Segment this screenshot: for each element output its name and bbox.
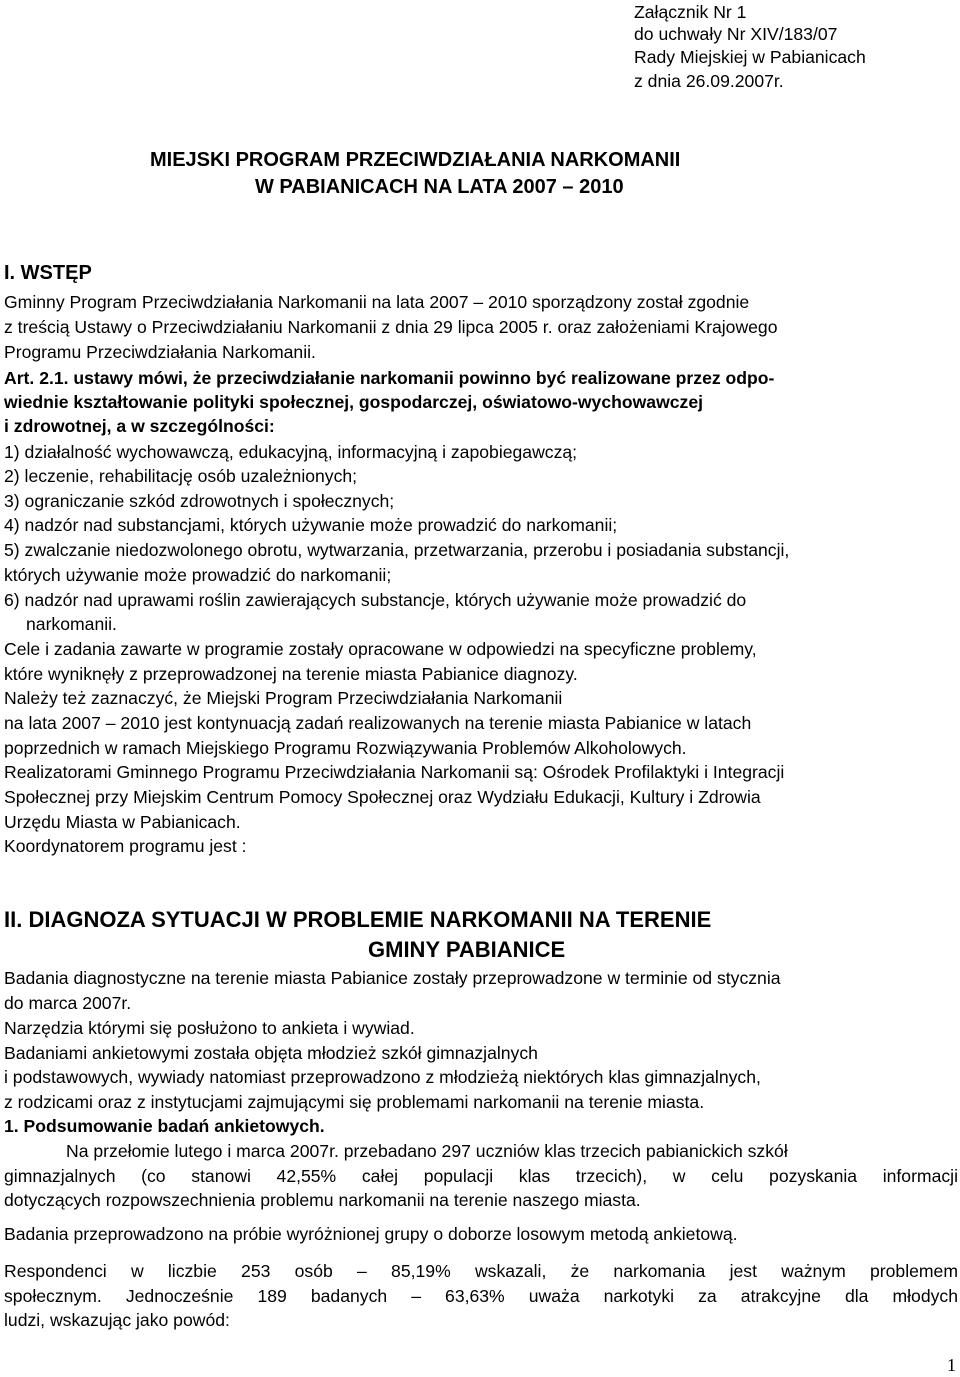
survey-line: dotyczących rozpowszechnienia problemu narkomanii na terenie naszego miasta. (4, 1190, 641, 1210)
list-item: których używanie może prowadzić do narkomanii; (4, 565, 392, 585)
paragraph-line: z rodzicami oraz z instytucjami zajmującymi się problemami narkomanii na terenie miasta. (4, 1092, 705, 1112)
document-title: MIEJSKI PROGRAM PRZECIWDZIAŁANIA NARKOMANII (150, 149, 681, 171)
paragraph-line: Należy też zaznaczyć, że Miejski Program Przeciwdziałania Narkomanii (4, 688, 563, 708)
article-text: wiednie kształtowanie polityki społecznej, gospodarczej, oświatowo-wychowawczej (4, 392, 704, 412)
attachment-line: Załącznik Nr 1 (634, 2, 747, 22)
attachment-line: do uchwały Nr XIV/183/07 (634, 24, 838, 44)
paragraph-line: Badaniami ankietowymi została objęta młodzież szkół gimnazjalnych (4, 1043, 538, 1063)
survey-line: gimnazjalnych (co stanowi 42,55% całej populacji klas trzecich), w celu pozyskania informacji (4, 1166, 958, 1186)
paragraph-line: do marca 2007r. (4, 993, 132, 1013)
section-heading: II. DIAGNOZA SYTUACJI W PROBLEMIE NARKOMANII NA TERENIE (4, 907, 712, 932)
article-text: Art. 2.1. ustawy mówi, że przeciwdziałanie narkomanii powinno być realizowane przez odpo- (4, 368, 775, 388)
paragraph-line: Urzędu Miasta w Pabianicach. (4, 812, 241, 832)
list-item: narkomanii. (26, 614, 117, 634)
intro-line: Gminny Program Przeciwdziałania Narkomanii na lata 2007 – 2010 sporządzony został zgodnie (4, 292, 750, 312)
paragraph-line: poprzednich w ramach Miejskiego Programu Rozwiązywania Problemów Alkoholowych. (4, 738, 687, 758)
section-heading: GMINY PABIANICE (368, 937, 566, 962)
list-item: 3) ograniczanie szkód zdrowotnych i społecznych; (4, 491, 395, 511)
paragraph-line: i podstawowych, wywiady natomiast przeprowadzono z młodzieżą niektórych klas gimnazjalnych, (4, 1067, 761, 1087)
list-item: 2) leczenie, rehabilitację osób uzależnionych; (4, 466, 358, 486)
document-title: W PABIANICACH NA LATA 2007 – 2010 (255, 176, 624, 198)
intro-line: z treścią Ustawy o Przeciwdziałaniu Narkomanii z dnia 29 lipca 2005 r. oraz założeniami Krajowego (4, 317, 778, 337)
attachment-line: Rady Miejskiej w Pabianicach (634, 47, 866, 67)
paragraph-line: na lata 2007 – 2010 jest kontynuacją zadań realizowanych na terenie miasta Pabianice w latach (4, 713, 752, 733)
list-item: 1) działalność wychowawczą, edukacyjną, informacyjną i zapobiegawczą; (4, 442, 578, 462)
list-item: 6) nadzór nad uprawami roślin zawierających substancje, których używanie może prowadzić do (4, 590, 747, 610)
article-text: i zdrowotnej, a w szczególności: (4, 416, 275, 436)
paragraph-line: Społecznej przy Miejskim Centrum Pomocy Społecznej oraz Wydziału Edukacji, Kultury i Zdrowia (4, 787, 761, 807)
paragraph-line: które wyniknęły z przeprowadzonej na terenie miasta Pabianice diagnozy. (4, 664, 578, 684)
respondents-line: Respondenci w liczbie 253 osób – 85,19% wskazali, że narkomania jest ważnym problemem (4, 1261, 958, 1281)
paragraph-line: Badania diagnostyczne na terenie miasta Pabianice zostały przeprowadzone w terminie od stycznia (4, 968, 781, 988)
intro-line: Programu Przeciwdziałania Narkomanii. (4, 342, 316, 362)
coordinator-line: Koordynatorem programu jest : (4, 836, 247, 856)
page-number: 1 (947, 1355, 956, 1375)
attachment-line: z dnia 26.09.2007r. (634, 71, 784, 91)
list-item: 5) zwalczanie niedozwolonego obrotu, wytwarzania, przetwarzania, przerobu i posiadania substancji, (4, 540, 790, 560)
respondents-line: społecznym. Jednocześnie 189 badanych – 63,63% uważa narkotyki za atrakcyjne dla młodych (4, 1286, 958, 1306)
list-item: 4) nadzór nad substancjami, których używanie może prowadzić do narkomanii; (4, 515, 618, 535)
sample-line: Badania przeprowadzono na próbie wyróżnionej grupy o doborze losowym metodą ankietową. (4, 1224, 738, 1244)
paragraph-line: Narzędzia którymi się posłużono to ankieta i wywiad. (4, 1018, 415, 1038)
subheading: 1. Podsumowanie badań ankietowych. (4, 1116, 325, 1136)
paragraph-line: Realizatorami Gminnego Programu Przeciwdziałania Narkomanii są: Ośrodek Profilaktyki i Integracji (4, 762, 785, 782)
survey-line: Na przełomie lutego i marca 2007r. przebadano 297 uczniów klas trzecich pabianickich szkół (66, 1141, 788, 1161)
paragraph-line: Cele i zadania zawarte w programie zostały opracowane w odpowiedzi na specyficzne problemy, (4, 639, 757, 659)
respondents-line: ludzi, wskazując jako powód: (4, 1310, 230, 1330)
section-heading: I. WSTĘP (4, 262, 92, 284)
